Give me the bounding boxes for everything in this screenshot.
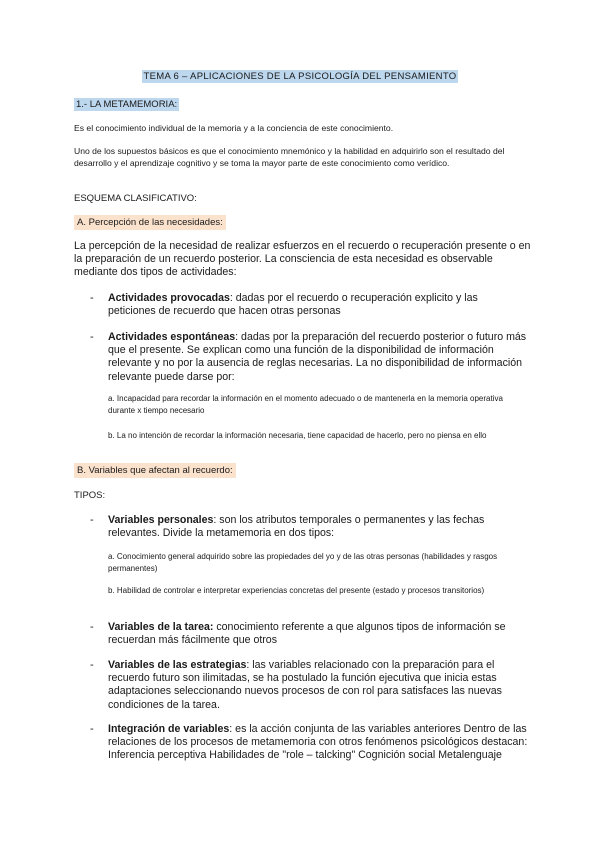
subitem-b-no-intencion: b. La no intención de recordar la información necesaria, tiene capacidad de hacerlo, pero no piensa en ello (108, 431, 487, 440)
bullet-actividades-provocadas: Actividades provocadas: dadas por el recuerdo o recuperación explicito y las peticiones de recuerdo que hacen otras personas (108, 292, 478, 318)
metamemoria-definition: Es el conocimiento individual de la memoria y a la conciencia de este conocimiento. (74, 123, 394, 133)
subitem-a-incapacidad: a. Incapacidad para recordar la información en el momento adecuado o de mantenerla en la memoria operativa durante x tiempo necesario (108, 394, 503, 415)
bullet-variables-tarea: Variables de la tarea: conocimiento referente a que algunos tipos de información se recuerdan más fácilmente que otros (108, 621, 506, 647)
bullet-dash: - (90, 723, 94, 735)
bullet-dash: - (90, 621, 94, 633)
bullet-dash: - (90, 514, 94, 526)
bullet-integracion-variables: Integración de variables: es la acción conjunta de las variables anteriores Dentro de las relaciones de los procesos de metamemoria con otros fenómenos psicológicos destacan: Inferencia perceptiva Habilidades de "role – talcking" Cognición social Metalenguaje (108, 723, 528, 762)
metamemoria-supuestos: Uno de los supuestos básicos es que el conocimiento mnemónico y la habilidad en adquirirlo son el resultado del desarrollo y el aprendizaje cognitivo y se toma la mayor parte de este conocimiento como verídico. (74, 146, 505, 168)
bullet-variables-estrategias: Variables de las estrategias: las variables relacionado con la preparación para el recuerdo futuro son ilimitadas, se ha postulado la función ejecutiva que inicia estas adaptaciones seleccionando nuevos procesos de con rol para satisfaces las nuevas condiciones de la tarea. (108, 659, 502, 711)
document-title: TEMA 6 – APLICACIONES DE LA PSICOLOGÍA DEL PENSAMIENTO (143, 71, 457, 82)
bullet-actividades-espontaneas: Actividades espontáneas: dadas por la preparación del recuerdo posterior o futuro más que el presente. Se explican como una función de la disponibilidad de información relevante y no por la ausencia de reglas necesarias. La no disponibilidad de información relevante puede darse por: (108, 331, 527, 383)
bullet-dash: - (90, 292, 94, 304)
section-b-heading: B. Variables que afectan al recuerdo: (74, 464, 236, 477)
subitem-b-habilidad-controlar: b. Habilidad de controlar e interpretar experiencias concretas del presente (estado y procesos transitorios) (108, 586, 485, 595)
esquema-clasificativo: ESQUEMA CLASIFICATIVO: (74, 193, 197, 204)
section-a-heading: A. Percepción de las necesidades: (74, 216, 226, 229)
bullet-dash: - (90, 659, 94, 671)
section-a-intro: La percepción de la necesidad de realizar esfuerzos en el recuerdo o recuperación presente o en la preparación de un recuerdo posterior. La consciencia de esta necesidad es observable mediante dos tipos de actividades: (74, 240, 531, 279)
tipos-label: TIPOS: (74, 490, 106, 501)
section-1-heading: 1.- LA METAMEMORIA: (76, 99, 178, 110)
bullet-dash: - (90, 331, 94, 343)
subitem-a-conocimiento-general: a. Conocimiento general adquirido sobre las propiedades del yo y de las otras personas (habilidades y rasgos permanentes) (108, 552, 498, 573)
bullet-variables-personales: Variables personales: son los atributos temporales o permanentes y las fechas relevantes. Divide la metamemoria en dos tipos: (108, 514, 485, 540)
